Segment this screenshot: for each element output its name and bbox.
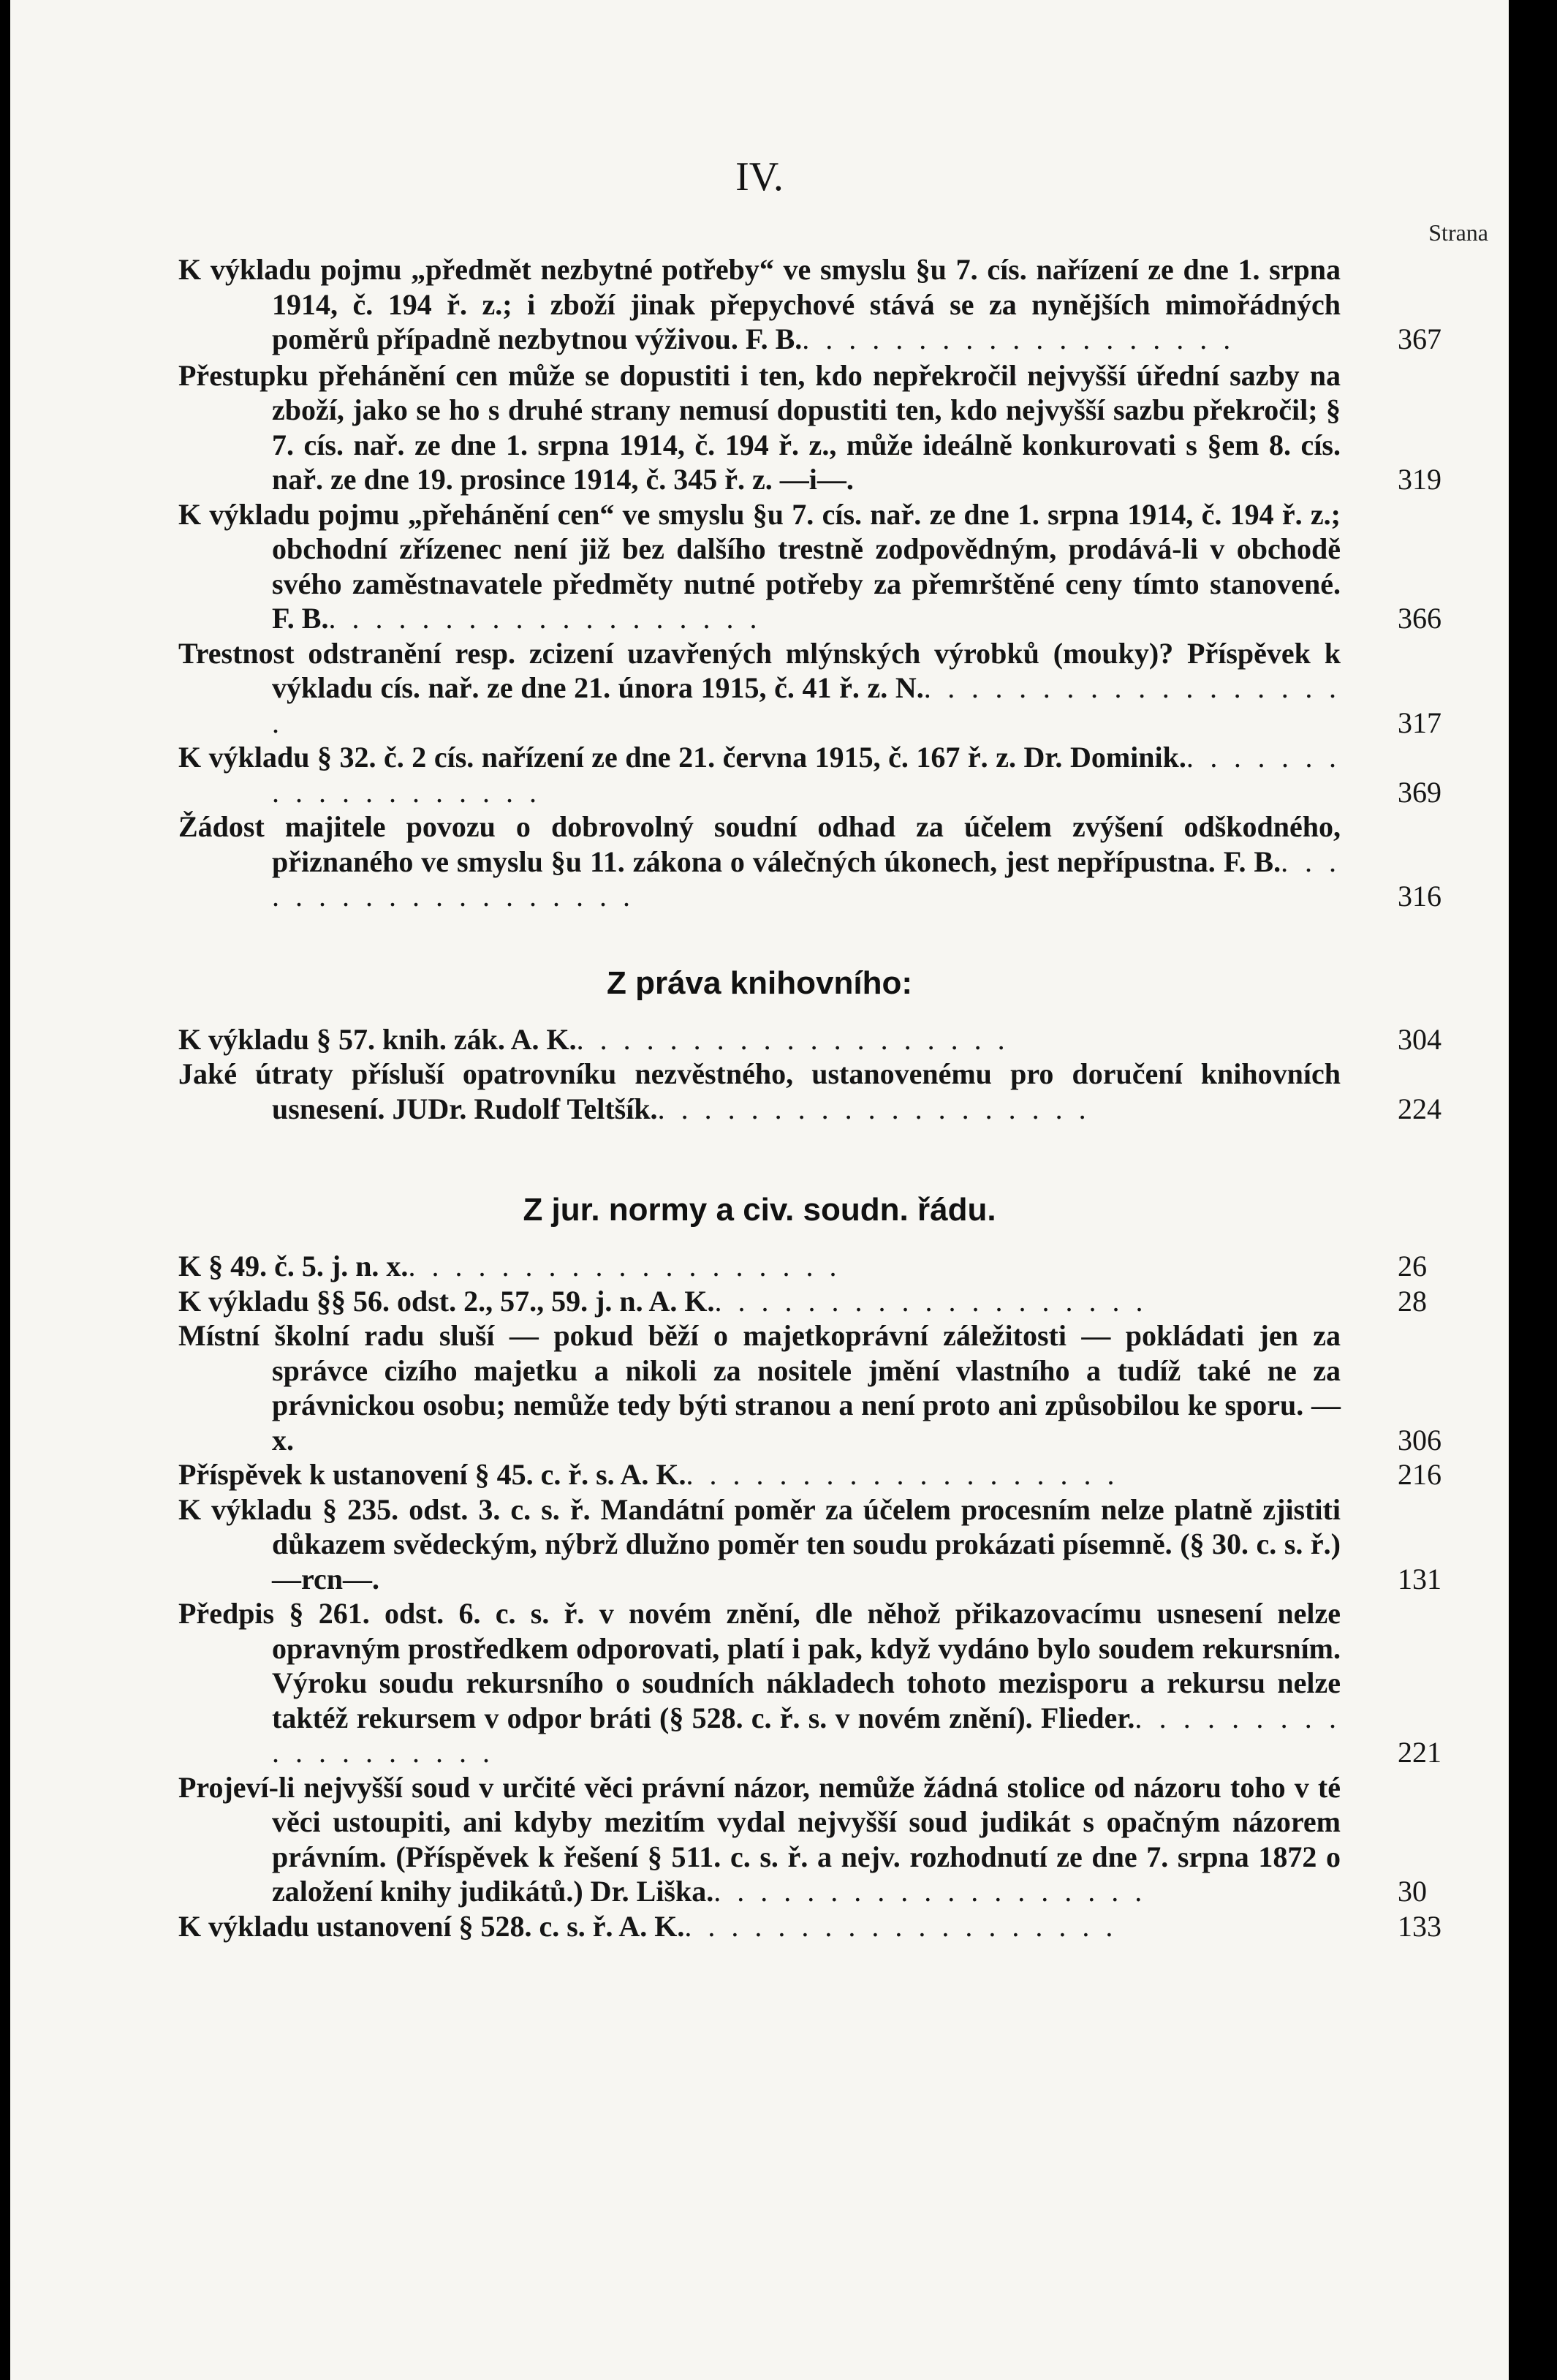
entry-page: 304 (1398, 1022, 1442, 1056)
section-heading: Z jur. normy a civ. soudn. řádu. (523, 1192, 996, 1228)
entry-page: 26 (1398, 1250, 1427, 1282)
entry-page: 221 (1398, 1736, 1442, 1769)
page-number: IV. (735, 154, 784, 200)
entry-text: K výkladu § 235. odst. 3. c. s. ř. Mandátní poměr za účelem procesním nelze platně zjistiti důkazem svědeckým, nýbrž dlužno poměr ten soudu prokázati písemně. (§ 30. c. s. ř.) —rcn—. (178, 1492, 1341, 1595)
entry-page: 28 (1398, 1284, 1427, 1318)
dot-leader: . . . . . . . . . . . . . . . . . . . (272, 741, 1341, 809)
toc-entry (178, 1596, 1442, 1770)
entry-page: 306 (1398, 1423, 1442, 1457)
entry-page: 319 (1398, 463, 1442, 496)
dot-leader: . . . . . . . . . . . . . . . . . . . (328, 602, 762, 635)
entry-text: K výkladu ustanovení § 528. c. s. ř. A. K. (178, 1909, 685, 1943)
table-of-contents (178, 252, 1442, 1943)
toc-entry (178, 1284, 1427, 1319)
toc-entry (178, 497, 1442, 636)
toc-entry (178, 1492, 1442, 1597)
entry-text: K výkladu § 32. č. 2 cís. nařízení ze dne 21. června 1915, č. 167 ř. z. Dr. Dominik. (178, 741, 1186, 774)
entry-text: Žádost majitele povozu o dobrovolný soudní odhad za účelem zvýšení odškodného, přiznaného ve smyslu §u 11. zákona o válečných úkonech, jest nepřípustna. F. B. (178, 810, 1341, 878)
book-page (10, 0, 1509, 2380)
dot-leader: . . . . . . . . . . . . . . . . . . . (272, 671, 1341, 739)
entry-text: K § 49. č. 5. j. n. x. (178, 1250, 409, 1282)
dot-leader: . . . . . . . . . . . . . . . . . . . (713, 1875, 1147, 1908)
entry-page: 30 (1398, 1875, 1427, 1908)
toc-entry (178, 1457, 1442, 1492)
toc-entry (178, 1249, 1427, 1284)
toc-section-criminal (178, 252, 1442, 914)
entry-text: Příspěvek k ustanovení § 45. c. ř. s. A. K. (178, 1458, 686, 1491)
toc-entry (178, 1909, 1442, 1944)
entry-page: 131 (1398, 1562, 1442, 1595)
entry-text: K výkladu § 57. knih. zák. A. K. (178, 1022, 577, 1056)
entry-text: Přestupku přehánění cen může se dopustiti i ten, kdo nepřekročil nejvyšší úřední sazby na zboží, jako se ho s druhé strany nemusí dopustiti ten, kdo nejvyšší sazbu překročil; § 7. cís. nař. ze dne 1. srpna 1914, č. 194 ř. z., může ideálně konkurovati s §em 8. cís. nař. ze dne 19. prosince 1914, č. 345 ř. z. —i—. (178, 358, 1341, 496)
dot-leader: . . . . . . . . . . . . . . . . . . . (272, 845, 1341, 913)
dot-leader: . . . . . . . . . . . . . . . . . . . (657, 1092, 1091, 1125)
toc-section-land-registry (178, 1022, 1442, 1127)
toc-entry (178, 1770, 1427, 1909)
dot-leader: . . . . . . . . . . . . . . . . . . . (802, 322, 1235, 355)
toc-entry (178, 636, 1442, 741)
toc-entry (178, 1022, 1442, 1057)
entry-page: 224 (1398, 1092, 1442, 1125)
toc-entry (178, 740, 1442, 809)
section-heading: Z práva knihovního: (606, 964, 913, 1001)
entry-text: K výkladu §§ 56. odst. 2., 57., 59. j. n. A. K. (178, 1284, 715, 1318)
entry-page: 367 (1398, 322, 1442, 355)
entry-text: Předpis § 261. odst. 6. c. s. ř. v novém znění, dle něhož přikazovacímu usnesení nelze opravným prostředkem odporovati, platí i pak, když vydáno bylo soudem rekursním. Výroku soudu rekursního o soudních nákladech tohoto mezisporu a rekursu nelze taktéž rekursem v odpor bráti (§ 528. c. ř. s. v novém znění). Flieder. (178, 1597, 1341, 1734)
page-column-label: Strana (1428, 219, 1488, 246)
dot-leader: . . . . . . . . . . . . . . . . . . . (686, 1458, 1119, 1491)
entry-page: 316 (1398, 880, 1442, 913)
entry-text: K výkladu pojmu „přehánění cen“ ve smyslu §u 7. cís. nař. ze dne 1. srpna 1914, č. 194 ř. z.; obchodní zřízenec není již bez dalšího trestně zodpovědným, prodává-li v obchodě svého zaměstnavatele předměty nutné potřeby za přemrštěné ceny tímto stanovené. F. B. (178, 497, 1341, 635)
dot-leader: . . . . . . . . . . . . . . . . . . . (684, 1909, 1118, 1943)
toc-entry (178, 358, 1442, 497)
entry-page: 317 (1398, 706, 1442, 739)
dot-leader: . . . . . . . . . . . . . . . . . . . (576, 1022, 1009, 1056)
entry-page: 216 (1398, 1458, 1442, 1491)
toc-section-civil-procedure (178, 1249, 1442, 1943)
entry-text: Projeví-li nejvyšší soud v určité věci právní názor, nemůže žádná stolice od názoru toho v té věci ustoupiti, ani kdyby mezitím vydal nejvyšší soud judikát s opačným názorem právním. (Příspěvek k řešení § 511. c. s. ř. a nejv. rozhodnutí ze dne 7. srpna 1872 o založení knihy judikátů.) Dr. Liška. (178, 1770, 1341, 1908)
dot-leader: . . . . . . . . . . . . . . . . . . . (408, 1250, 841, 1282)
entry-page: 369 (1398, 775, 1442, 809)
dot-leader: . . . . . . . . . . . . . . . . . . . (272, 1701, 1341, 1769)
toc-entry (178, 1057, 1442, 1126)
toc-entry (178, 252, 1442, 357)
entry-page: 133 (1398, 1909, 1442, 1943)
entry-text: K výkladu pojmu „předmět nezbytné potřeby“ ve smyslu §u 7. cís. nařízení ze dne 1. srpna 1914, č. 194 ř. z.; i zboží jinak přepychové stává se za nynějších mimořádných poměrů případně nezbytnou výživou. F. B. (178, 253, 1341, 355)
toc-entry (178, 1318, 1442, 1457)
toc-entry (178, 809, 1442, 914)
entry-text: Jaké útraty přísluší opatrovníku nezvěstného, ustanovenému pro doručení knihovních usnesení. JUDr. Rudolf Teltšík. (178, 1057, 1341, 1125)
entry-text: Trestnost odstranění resp. zcizení uzavřených mlýnských výrobků (mouky)? Příspěvek k výkladu cís. nař. ze dne 21. února 1915, č. 41 ř. z. N. (178, 636, 1341, 704)
entry-text: Místní školní radu sluší — pokud běží o majetkoprávní záležitosti — pokládati jen za správce cizího majetku a nikoli za nositele jmění vlastního a tudíž také ne za právnickou osobu; nemůže tedy býti stranou a není proto ani způsobilou ke sporu. —x. (178, 1319, 1341, 1457)
entry-page: 366 (1398, 602, 1442, 635)
dot-leader: . . . . . . . . . . . . . . . . . . . (714, 1284, 1148, 1318)
